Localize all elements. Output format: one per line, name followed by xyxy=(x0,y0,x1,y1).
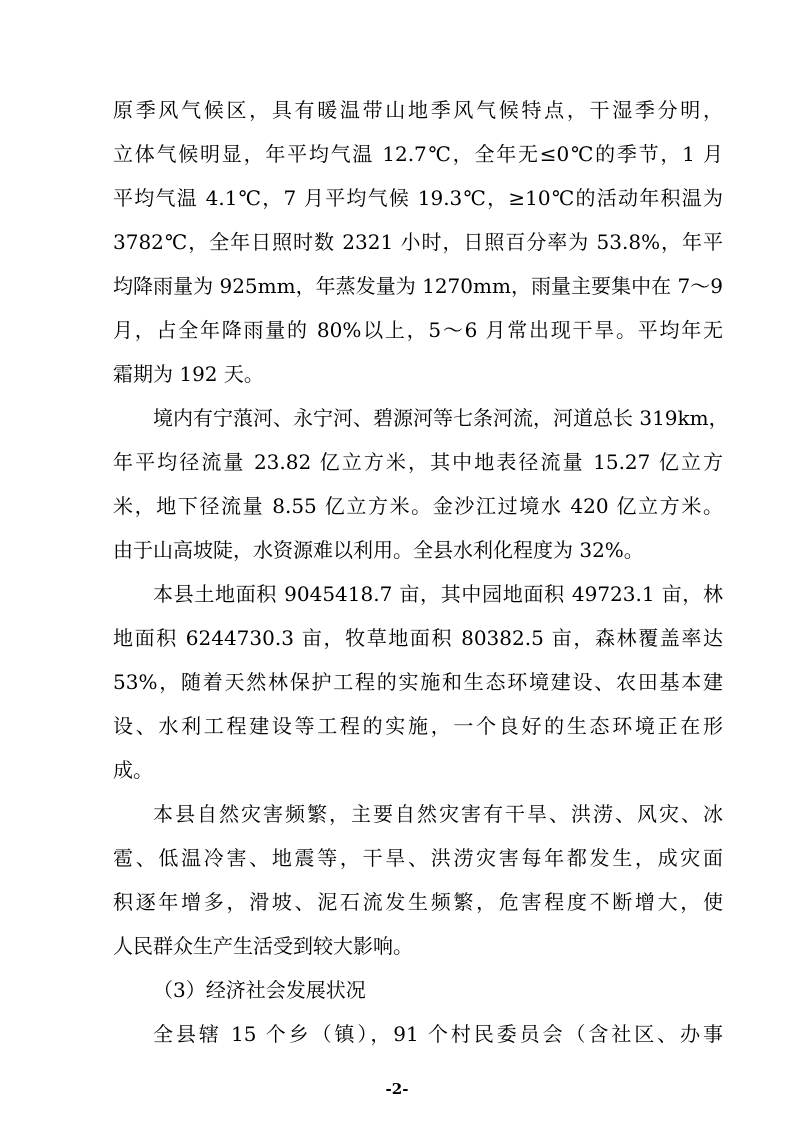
paragraph-1-line-2: 立体气候明显，年平均气温 12.7℃，全年无≤0℃的季节，1 月 xyxy=(113,142,723,166)
page-number: -2- xyxy=(385,1080,409,1098)
paragraph-2-line-4: 由于山高坡陡，水资源难以利用。全县水利化程度为 32%。 xyxy=(113,538,644,562)
paragraph-2-line-2: 年平均径流量 23.82 亿立方米，其中地表径流量 15.27 亿立方 xyxy=(113,450,723,474)
paragraph-1-line-1: 原季风气候区，具有暖温带山地季风气候特点，干湿季分明， xyxy=(113,98,723,122)
paragraph-1-line-3: 平均气温 4.1℃，7 月平均气候 19.3℃，≥10℃的活动年积温为 xyxy=(113,186,723,210)
paragraph-3-line-5: 成。 xyxy=(113,758,153,782)
paragraph-4-line-3: 积逐年增多，滑坡、泥石流发生频繁，危害程度不断增大，使 xyxy=(113,890,723,914)
paragraph-4-line-1: 本县自然灾害频繁，主要自然灾害有干旱、洪涝、风灾、冰 xyxy=(153,802,723,826)
paragraph-3-line-4: 设、水利工程建设等工程的实施，一个良好的生态环境正在形 xyxy=(113,714,723,738)
paragraph-1-line-6: 月，占全年降雨量的 80%以上，5～6 月常出现干旱。平均年无 xyxy=(113,318,723,342)
paragraph-1-line-5: 均降雨量为 925mm，年蒸发量为 1270mm，雨量主要集中在 7～9 xyxy=(113,274,723,298)
paragraph-2-line-3: 米，地下径流量 8.55 亿立方米。金沙江过境水 420 亿立方米。 xyxy=(113,494,723,518)
paragraph-2-line-1: 境内有宁蒗河、永宁河、碧源河等七条河流，河道总长 319km， xyxy=(153,406,729,430)
paragraph-3-line-2: 地面积 6244730.3 亩，牧草地面积 80382.5 亩，森林覆盖率达 xyxy=(113,626,723,650)
paragraph-6-line-1: 全县辖 15 个乡（镇），91 个村民委员会（含社区、办事 xyxy=(153,1022,723,1046)
paragraph-3-line-3: 53%，随着天然林保护工程的实施和生态环境建设、农田基本建 xyxy=(113,670,723,694)
paragraph-4-line-2: 雹、低温冷害、地震等，干旱、洪涝灾害每年都发生，成灾面 xyxy=(113,846,723,870)
section-heading: （3）经济社会发展状况 xyxy=(153,978,366,1002)
paragraph-1-line-7: 霜期为 192 天。 xyxy=(113,362,264,386)
paragraph-3-line-1: 本县土地面积 9045418.7 亩，其中园地面积 49723.1 亩，林 xyxy=(153,582,723,606)
paragraph-1-line-4: 3782℃，全年日照时数 2321 小时，日照百分率为 53.8%，年平 xyxy=(113,230,723,254)
paragraph-4-line-4: 人民群众生产生活受到较大影响。 xyxy=(113,934,413,958)
